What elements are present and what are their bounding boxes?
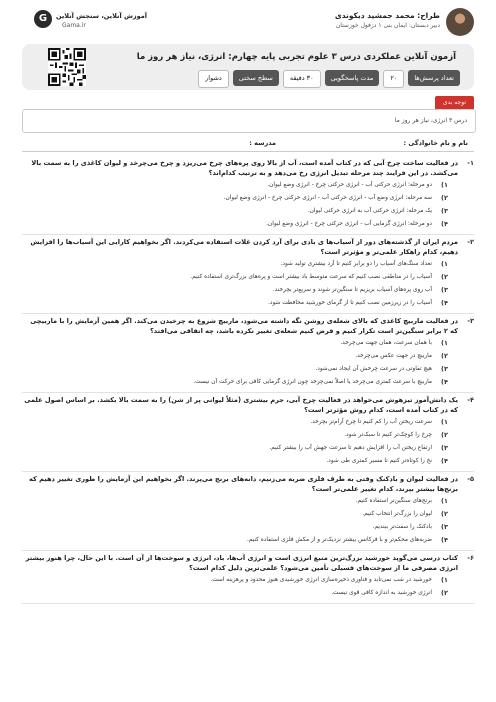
exam-meta-pills <box>198 70 460 86</box>
question-stem <box>22 474 474 494</box>
name-label: نام و نام خانوادگی : <box>403 139 468 147</box>
answer-option[interactable] <box>22 441 474 454</box>
question-text: در فعالیت لیوان و بادکنک وقتی به طرف فلزی ضربه می‌زنیم، دانه‌های برنج می‌پرند. اگر بخواهیم این آزمایش را طوری تغییر دهیم که برنج‌ها بیشتر بپرند، کدام تغییر علمی‌تر است؟ <box>28 475 458 493</box>
option-number: ۱) <box>441 496 448 505</box>
question-number: ۵- <box>467 475 474 483</box>
option-number: ۳) <box>441 285 448 294</box>
option-text: برنج‌های سنگین‌تر استفاده کنیم. <box>355 497 432 504</box>
exam-meta-pill: مدت پاسخگویی <box>325 70 380 86</box>
option-number: ۲) <box>441 430 448 439</box>
option-number: ۴) <box>441 219 448 228</box>
answer-option[interactable] <box>22 283 474 296</box>
option-text: انرژی خورشید به اندازه کافی قوی نیست. <box>331 589 432 596</box>
site-title: آموزش آنلاین، سنجش آنلاین <box>56 12 148 20</box>
option-text: آسیاب را در مناطقی نصب کنیم که سرعت متوسط باد بیشتر است و پره‌های بزرگ‌تری استفاده کنیم. <box>190 273 432 280</box>
option-text: ضربه‌های محکم‌تر و با فرکانس بیشتر نزدیک‌تر و از مکش فلزی استفاده کنیم. <box>246 536 432 543</box>
site-url[interactable]: Gama.ir <box>62 22 86 29</box>
option-number: ۳) <box>441 364 448 373</box>
question-stem <box>22 316 474 336</box>
option-number: ۱) <box>441 180 448 189</box>
option-text: ماربیچ در جهت عکس می‌چرخد. <box>355 352 432 359</box>
exam-meta-pill: تعداد پرسش‌ها <box>408 70 460 86</box>
question-number: ۲- <box>467 238 474 246</box>
answer-option[interactable] <box>22 178 474 191</box>
option-number: ۴) <box>441 298 448 307</box>
option-number: ۲) <box>441 351 448 360</box>
answer-option[interactable] <box>22 454 474 467</box>
option-text: یک مرحله: انرژی حرکتی آب به انرژی حرکتی لیوان. <box>307 207 432 214</box>
exam-info-box <box>22 44 474 90</box>
question-number: ۳- <box>467 317 474 325</box>
option-number: ۱) <box>441 417 448 426</box>
exam-meta-pill: ۳۰ دقیقه <box>283 70 321 88</box>
answer-option[interactable] <box>22 270 474 283</box>
option-number: ۳) <box>441 443 448 452</box>
answer-option[interactable] <box>22 257 474 270</box>
option-text: خورشید در شب نمی‌تابد و فناوری ذخیره‌سازی انرژی خورشیدی هنوز محدود و پرهزینه است. <box>210 576 432 583</box>
option-text: آب روی پره‌های آسیاب بریزیم تا سنگین‌تر شوند و سریع‌تر بچرخند. <box>272 286 432 293</box>
option-number: ۲) <box>441 272 448 281</box>
answer-option[interactable] <box>22 415 474 428</box>
option-text: تعداد سنگ‌های آسیاب را دو برابر کنیم تا آرد بیشتری تولید شود. <box>280 260 432 267</box>
question-item <box>22 156 474 235</box>
question-text: کتاب درسی می‌گوید خورشید بزرگ‌ترین منبع انرژی است و انرژی آب‌ها، باد، انرژی و سوخت‌ها از آن است. با این حال، چرا هنوز بیشتر انرژی مصرفی ما از سوخت‌های فسیلی تأمین می‌شود؟ علمی‌ترین دلیل کدام است؟ <box>25 554 458 572</box>
answer-option[interactable] <box>22 336 474 349</box>
option-text: آسیاب را در زیرزمین نصب کنیم تا از گرمای خورشید محافظت شود. <box>268 299 432 306</box>
answer-option[interactable] <box>22 533 474 546</box>
answer-option[interactable] <box>22 362 474 375</box>
question-number: ۴- <box>467 396 474 404</box>
option-text: ارتفاع ریختن آب را افزایش دهیم تا سرعت جهش آب را بیشتر کنیم. <box>269 444 432 451</box>
option-text: هیچ تفاوتی در سرعت چرخش آن ایجاد نمی‌شود. <box>315 365 432 372</box>
question-stem <box>22 553 474 573</box>
exam-meta-pill: سطح سختی <box>233 70 279 86</box>
answer-option[interactable] <box>22 507 474 520</box>
teacher-info: دبیر دبستان: ایمان بنی ۱ دزفول خوزستان <box>335 22 440 29</box>
option-number: ۱) <box>441 575 448 584</box>
option-number: ۴) <box>441 535 448 544</box>
answer-option[interactable] <box>22 428 474 441</box>
question-text: مردم ایران از گذشته‌های دور از آسیاب‌ها ی بادی برای آرد کردن غلات استفاده می‌کردند. اگر بخواهیم کارایی این آسیاب‌ها را افزایش دهیم، کدام راهکار علمی‌تر و مؤثرتر است؟ <box>30 238 458 256</box>
exam-title: آزمون آنلاین عملکردی درس ۳ علوم تجربی پایه چهارم: انرژی، نیاز هر روز ما <box>136 52 456 62</box>
answer-option[interactable] <box>22 586 474 599</box>
option-number: ۳) <box>441 206 448 215</box>
question-item <box>22 393 474 472</box>
option-text: ماربیچ با سرعت کمتری می‌چرخد یا اصلاً نمی‌چرخد چون انرژی گرمایی کافی برای حرکت آن نیست. <box>193 378 432 385</box>
answer-option[interactable] <box>22 296 474 309</box>
answer-option[interactable] <box>22 573 474 586</box>
answer-option[interactable] <box>22 375 474 388</box>
question-stem <box>22 237 474 257</box>
subtitle-box <box>22 109 476 133</box>
option-text: دو مرحله: انرژی حرکتی آب - انرژی حرکتی چرخ - انرژی وضع لیوان. <box>267 181 432 188</box>
subtitle-tag: توجه بدی <box>435 96 474 109</box>
answer-option[interactable] <box>22 217 474 230</box>
designer-name: طراح: محمد جمشید دیکوندی <box>334 11 440 20</box>
qr-code-icon[interactable] <box>48 48 86 86</box>
option-number: ۲) <box>441 193 448 202</box>
option-text: سرعت ریختن آب را کم کنیم تا چرخ آرام‌تر بچرخد. <box>310 418 432 425</box>
exam-meta-pill: ۲۰ <box>383 70 404 88</box>
question-stem <box>22 395 474 415</box>
question-text: در فعالیت ماربیچ کاغذی که بالای شعله‌ی روشن نگه داشته می‌شود، ماربیچ شروع به چرخیدن می‌کند. اگر همین آزمایش را با ماربیچی که ۲ برابر سنگین‌تر است تکرار کنیم و فرض کنیم شعله‌ی تغییر نکرده باشد، چه اتفاقی می‌افتد؟ <box>30 317 458 335</box>
gama-logo-icon: G <box>34 10 52 28</box>
option-text: سه مرحله: انرژی وضع آب - انرژی حرکتی آب - انرژی حرکتی چرخ - انرژی وضع لیوان. <box>223 194 432 201</box>
option-text: با همان سرعت، همان جهت می‌چرخد. <box>340 339 432 346</box>
question-item <box>22 314 474 393</box>
question-number: ۱- <box>467 159 474 167</box>
exam-meta-pill: دشوار <box>198 70 229 88</box>
option-text: چرخ را کوچک‌تر کنیم تا سبک‌تر شود. <box>344 431 432 438</box>
question-item <box>22 551 474 604</box>
question-item <box>22 472 474 551</box>
answer-option[interactable] <box>22 191 474 204</box>
option-number: ۳) <box>441 522 448 531</box>
option-text: نخ را کوتاه‌تر کنیم تا مسیر کمتری طی شود. <box>326 457 432 464</box>
option-number: ۱) <box>441 259 448 268</box>
question-stem <box>22 158 474 178</box>
question-text: در فعالیت ساخت چرخ آبی که در کتاب آمده است، آب از بالا روی پره‌های چرخ می‌ریزد و چرخ می‌چرخد و لیوان کاغذی را به سمت بالا می‌کشد. در این فرایند چند مرحله تبدیل انرژی رخ می‌دهد و به ترتیب کدام‌اند؟ <box>31 159 458 177</box>
page-header <box>0 0 496 44</box>
answer-option[interactable] <box>22 349 474 362</box>
option-number: ۲) <box>441 509 448 518</box>
option-number: ۲) <box>441 588 448 597</box>
question-text: یک دانش‌آموز تیزهوش می‌خواهد در فعالیت چرخ آبی، جرم بیشتری (مثلاً لیوانی پر از شن) را به سمت بالا بکشد. بر اساس اصول علمی که در کتاب آمده است، کدام روش مؤثرتر است؟ <box>24 396 458 414</box>
option-text: دو مرحله: انرژی گرمایی آب - انرژی حرکتی چرخ - انرژی وضع لیوان. <box>266 220 432 227</box>
question-number: ۶- <box>467 554 474 562</box>
designer-avatar <box>446 8 474 36</box>
answer-option[interactable] <box>22 520 474 533</box>
option-number: ۴) <box>441 377 448 386</box>
answer-option[interactable] <box>22 204 474 217</box>
school-label: مدرسه : <box>249 139 276 147</box>
subtitle-text: درس ۳ انرژی، نیاز هر روز ما <box>394 117 467 124</box>
option-text: بادکنک را سفت‌تر ببندیم. <box>372 523 432 530</box>
option-text: لیوان را بزرگ‌تر انتخاب کنیم. <box>362 510 432 517</box>
option-number: ۴) <box>441 456 448 465</box>
question-item <box>22 235 474 314</box>
student-info-bar <box>22 137 474 152</box>
option-number: ۱) <box>441 338 448 347</box>
answer-option[interactable] <box>22 494 474 507</box>
question-list <box>22 156 474 604</box>
